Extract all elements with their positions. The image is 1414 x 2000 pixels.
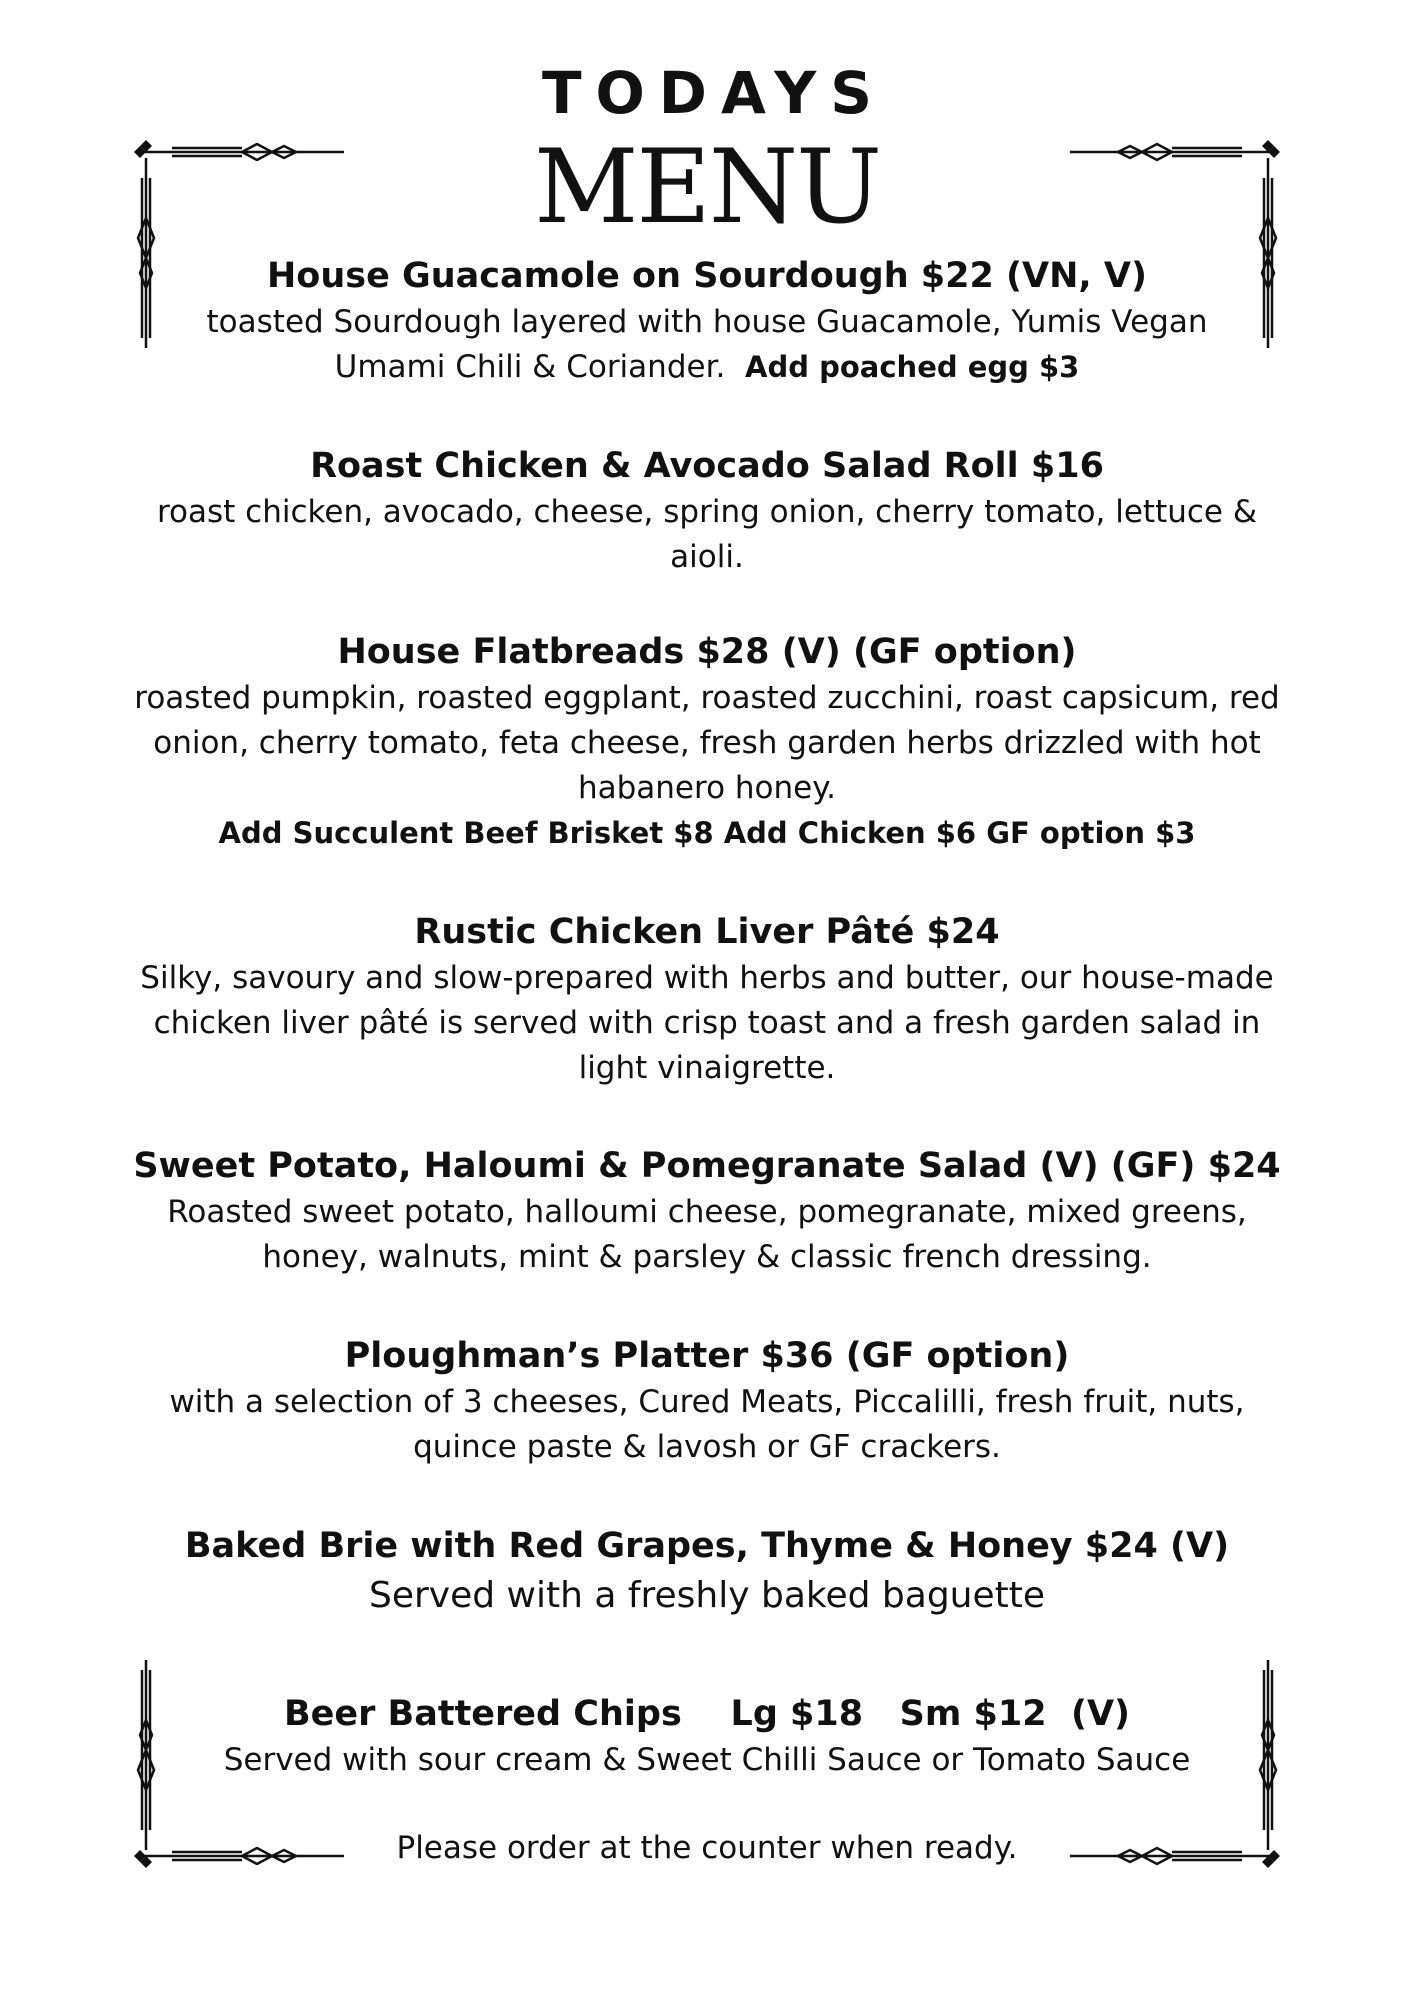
menu-item-guacamole	[120, 252, 1294, 390]
item-addon: Add poached egg $3	[745, 350, 1080, 384]
order-note: Please order at the counter when ready.	[396, 1830, 1018, 1866]
item-description: roast chicken, avocado, cheese, spring onion, cherry tomato, lettuce & aioli.	[156, 494, 1258, 575]
item-description: Roasted sweet potato, halloumi cheese, pomegranate, mixed greens, honey, walnuts, mint & parsley & classic french dressing.	[167, 1194, 1247, 1275]
item-name: Ploughman’s Platter $36 (GF option)	[344, 1336, 1070, 1376]
menu-item-beer-battered-chips	[120, 1690, 1294, 1783]
item-addon: Add Succulent Beef Brisket $8 Add Chicken $6 GF option $3	[218, 816, 1196, 850]
item-description: Served with sour cream & Sweet Chilli Sauce or Tomato Sauce	[223, 1742, 1191, 1778]
menu-item-flatbreads	[120, 628, 1294, 856]
item-description: Served with a freshly baked baguette	[368, 1575, 1046, 1616]
item-name: Beer Battered Chips Lg $18 Sm $12 (V)	[283, 1694, 1131, 1734]
item-name: Sweet Potato, Haloumi & Pomegranate Salad (V) (GF) $24	[133, 1146, 1281, 1186]
item-description: roasted pumpkin, roasted eggplant, roasted zucchini, roast capsicum, red onion, cherry tomato, feta cheese, fresh garden herbs drizzled with hot habanero honey.	[134, 680, 1280, 806]
menu-title-main: MENU	[533, 128, 881, 247]
menu-item-baked-brie	[120, 1522, 1294, 1622]
item-name: House Guacamole on Sourdough $22 (VN, V)	[266, 256, 1147, 296]
item-name: House Flatbreads $28 (V) (GF option)	[337, 632, 1077, 672]
item-name: Rustic Chicken Liver Pâté $24	[414, 912, 1000, 952]
item-description: with a selection of 3 cheeses, Cured Meats, Piccalilli, fresh fruit, nuts, quince paste & lavosh or GF crackers.	[169, 1384, 1245, 1465]
menu-item-pate	[120, 908, 1294, 1091]
menu-item-chicken-roll	[120, 442, 1294, 580]
item-name: Baked Brie with Red Grapes, Thyme & Honey $24 (V)	[184, 1526, 1230, 1566]
item-description	[120, 300, 1294, 390]
menu-item-sweet-potato-salad	[120, 1142, 1294, 1280]
menu-title-todays: TODAYS	[541, 59, 887, 127]
menu-item-ploughmans-platter	[120, 1332, 1294, 1470]
item-name: Roast Chicken & Avocado Salad Roll $16	[310, 446, 1104, 486]
item-description-text: toasted Sourdough layered with house Guacamole, Yumis Vegan Umami Chili & Coriander.	[206, 304, 1208, 385]
item-description: Silky, savoury and slow-prepared with herbs and butter, our house-made chicken liver pâté is served with crisp toast and a fresh garden salad in light vinaigrette.	[140, 960, 1274, 1086]
